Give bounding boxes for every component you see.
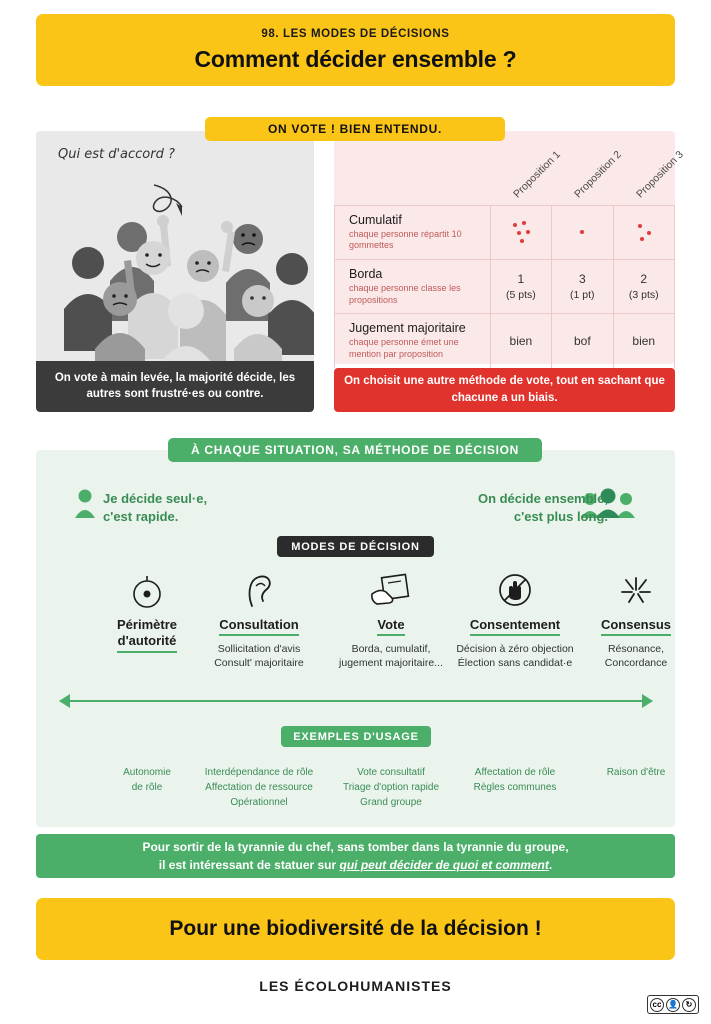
cell-jugement-prop3: bien [613,314,674,368]
green-footer-emphasis: qui peut décider de quoi et comment [339,858,549,872]
cell-cumulatif-prop1 [490,205,551,259]
page-title: Comment décider ensemble ? [194,45,517,72]
row-subtitle-jugement: chaque personne émet une mention par proposition [349,337,459,359]
red-caption-text: On choisit une autre méthode de vote, tout en sachant que chacune a un biais. [344,375,665,404]
table-row-cumulatif [335,205,675,259]
row-subtitle-borda: chaque personne classe les propositions [349,282,461,305]
mode-desc: Décision à zéro objection Élection sans candidat·e [456,643,574,670]
column-header-proposition-1: Proposition 1 [510,148,563,200]
cell-borda-prop2 [552,259,613,313]
mode-consultation[interactable] [184,570,334,671]
example-consultation: Interdépendance de rôle Affectation de ressource Opérationnel [204,767,314,808]
header-kicker: 98. LES MODES DE DÉCISIONS [261,27,450,40]
page-header [36,14,675,86]
column-header-proposition-3: Proposition 3 [633,148,686,200]
borda-points: (3 pts) [628,288,659,301]
green-footer-line1: Pour sortir de la tyrannie du chef, sans tomber dans la tyrannie du groupe, [142,840,569,854]
vote-methods-table [334,131,686,364]
row-title-borda: Borda [349,266,383,281]
cc-by-icon: 👤 [666,998,680,1012]
gommettes-group [491,215,551,249]
axis-line [60,700,652,702]
situation-section-banner: À CHAQUE SITUATION, SA MÉTHODE DE DÉCISION [168,438,542,462]
axis-arrow-right [642,694,653,708]
cell-borda-prop3 [613,259,674,313]
mode-name: Consultation [219,617,298,636]
crowd-illustration [36,131,314,412]
cell-jugement-prop2: bof [552,314,613,368]
mode-name: Vote [377,617,404,636]
mode-consensus[interactable] [561,570,711,671]
row-subtitle-cumulatif: chaque personne répartit 10 gommettes [349,228,462,251]
examples-row [36,765,675,821]
mode-name: Périmètre d'autorité [117,617,177,653]
green-footer-line2-prefix: il est intéressant de statuer sur [158,858,340,872]
green-footer-caption [36,834,675,878]
example-consensus: Raison d'être [606,767,666,778]
illustration-caption: On vote à main levée, la majorité décide, les autres sont frustré·es ou contre. [36,361,314,412]
green-footer-line2-suffix: . [548,858,553,872]
table-row-borda [335,259,675,313]
cc-icon: cc [650,998,664,1012]
cell-jugement-prop1: bien [490,314,551,368]
group-decision-label: On décide ensemble, c'est plus long. [477,491,608,525]
page-footer [36,898,675,960]
modes-de-decision-pill: MODES DE DÉCISION [277,536,434,557]
footer-title: Pour une biodiversité de la décision ! [169,917,542,940]
table-row-jugement-majoritaire [335,314,675,368]
modes-row [36,570,675,680]
brand-prefix: LES [259,978,295,994]
borda-rank: 2 [640,272,648,287]
spark-icon [561,570,711,610]
borda-rank: 1 [517,272,525,287]
speech-bubble-text: Qui est d'accord ? [58,147,175,162]
exemples-usage-pill: EXEMPLES D'USAGE [281,726,431,747]
borda-points: (5 pts) [505,288,536,301]
cell-cumulatif-prop3 [613,205,674,259]
borda-points: (1 pt) [570,288,595,301]
mode-desc: Borda, cumulatif, jugement majoritaire... [339,643,443,670]
crowd-illustration-svg [36,131,314,371]
cell-borda-prop1 [490,259,551,313]
single-person-icon [74,488,96,518]
example-perimetre: Autonomie de rôle [123,767,171,793]
solo-decision-label: Je décide seul·e, c'est rapide. [103,491,208,525]
gommettes-group [614,215,674,249]
brand-main: ÉCOLOHUMANISTES [294,978,452,994]
table-header-row [335,131,675,205]
axis-arrow-left [59,694,70,708]
vote-section-banner: ON VOTE ! BIEN ENTENDU. [205,117,505,141]
continuum-axis [60,694,652,708]
mode-desc: Sollicitation d'avis Consult' majoritaire [214,643,304,670]
cc-sa-icon: ↻ [682,998,696,1012]
row-title-jugement: Jugement majoritaire [349,321,466,336]
red-caption [334,368,675,412]
example-vote: Vote consultatif Triage d'option rapide Grand groupe [342,767,440,808]
cell-cumulatif-prop2 [552,205,613,259]
mode-name: Consentement [470,617,560,636]
mode-desc: Résonance, Concordance [604,643,668,670]
gommettes-group [552,215,612,249]
row-title-cumulatif: Cumulatif [349,212,402,227]
brand-logo [0,978,711,994]
ear-icon [184,570,334,610]
mode-name: Consensus [601,617,671,636]
example-consentement: Affectation de rôle Règles communes [473,767,557,793]
column-header-proposition-2: Proposition 2 [572,148,625,200]
borda-rank: 3 [578,272,586,287]
creative-commons-badge [647,995,699,1014]
